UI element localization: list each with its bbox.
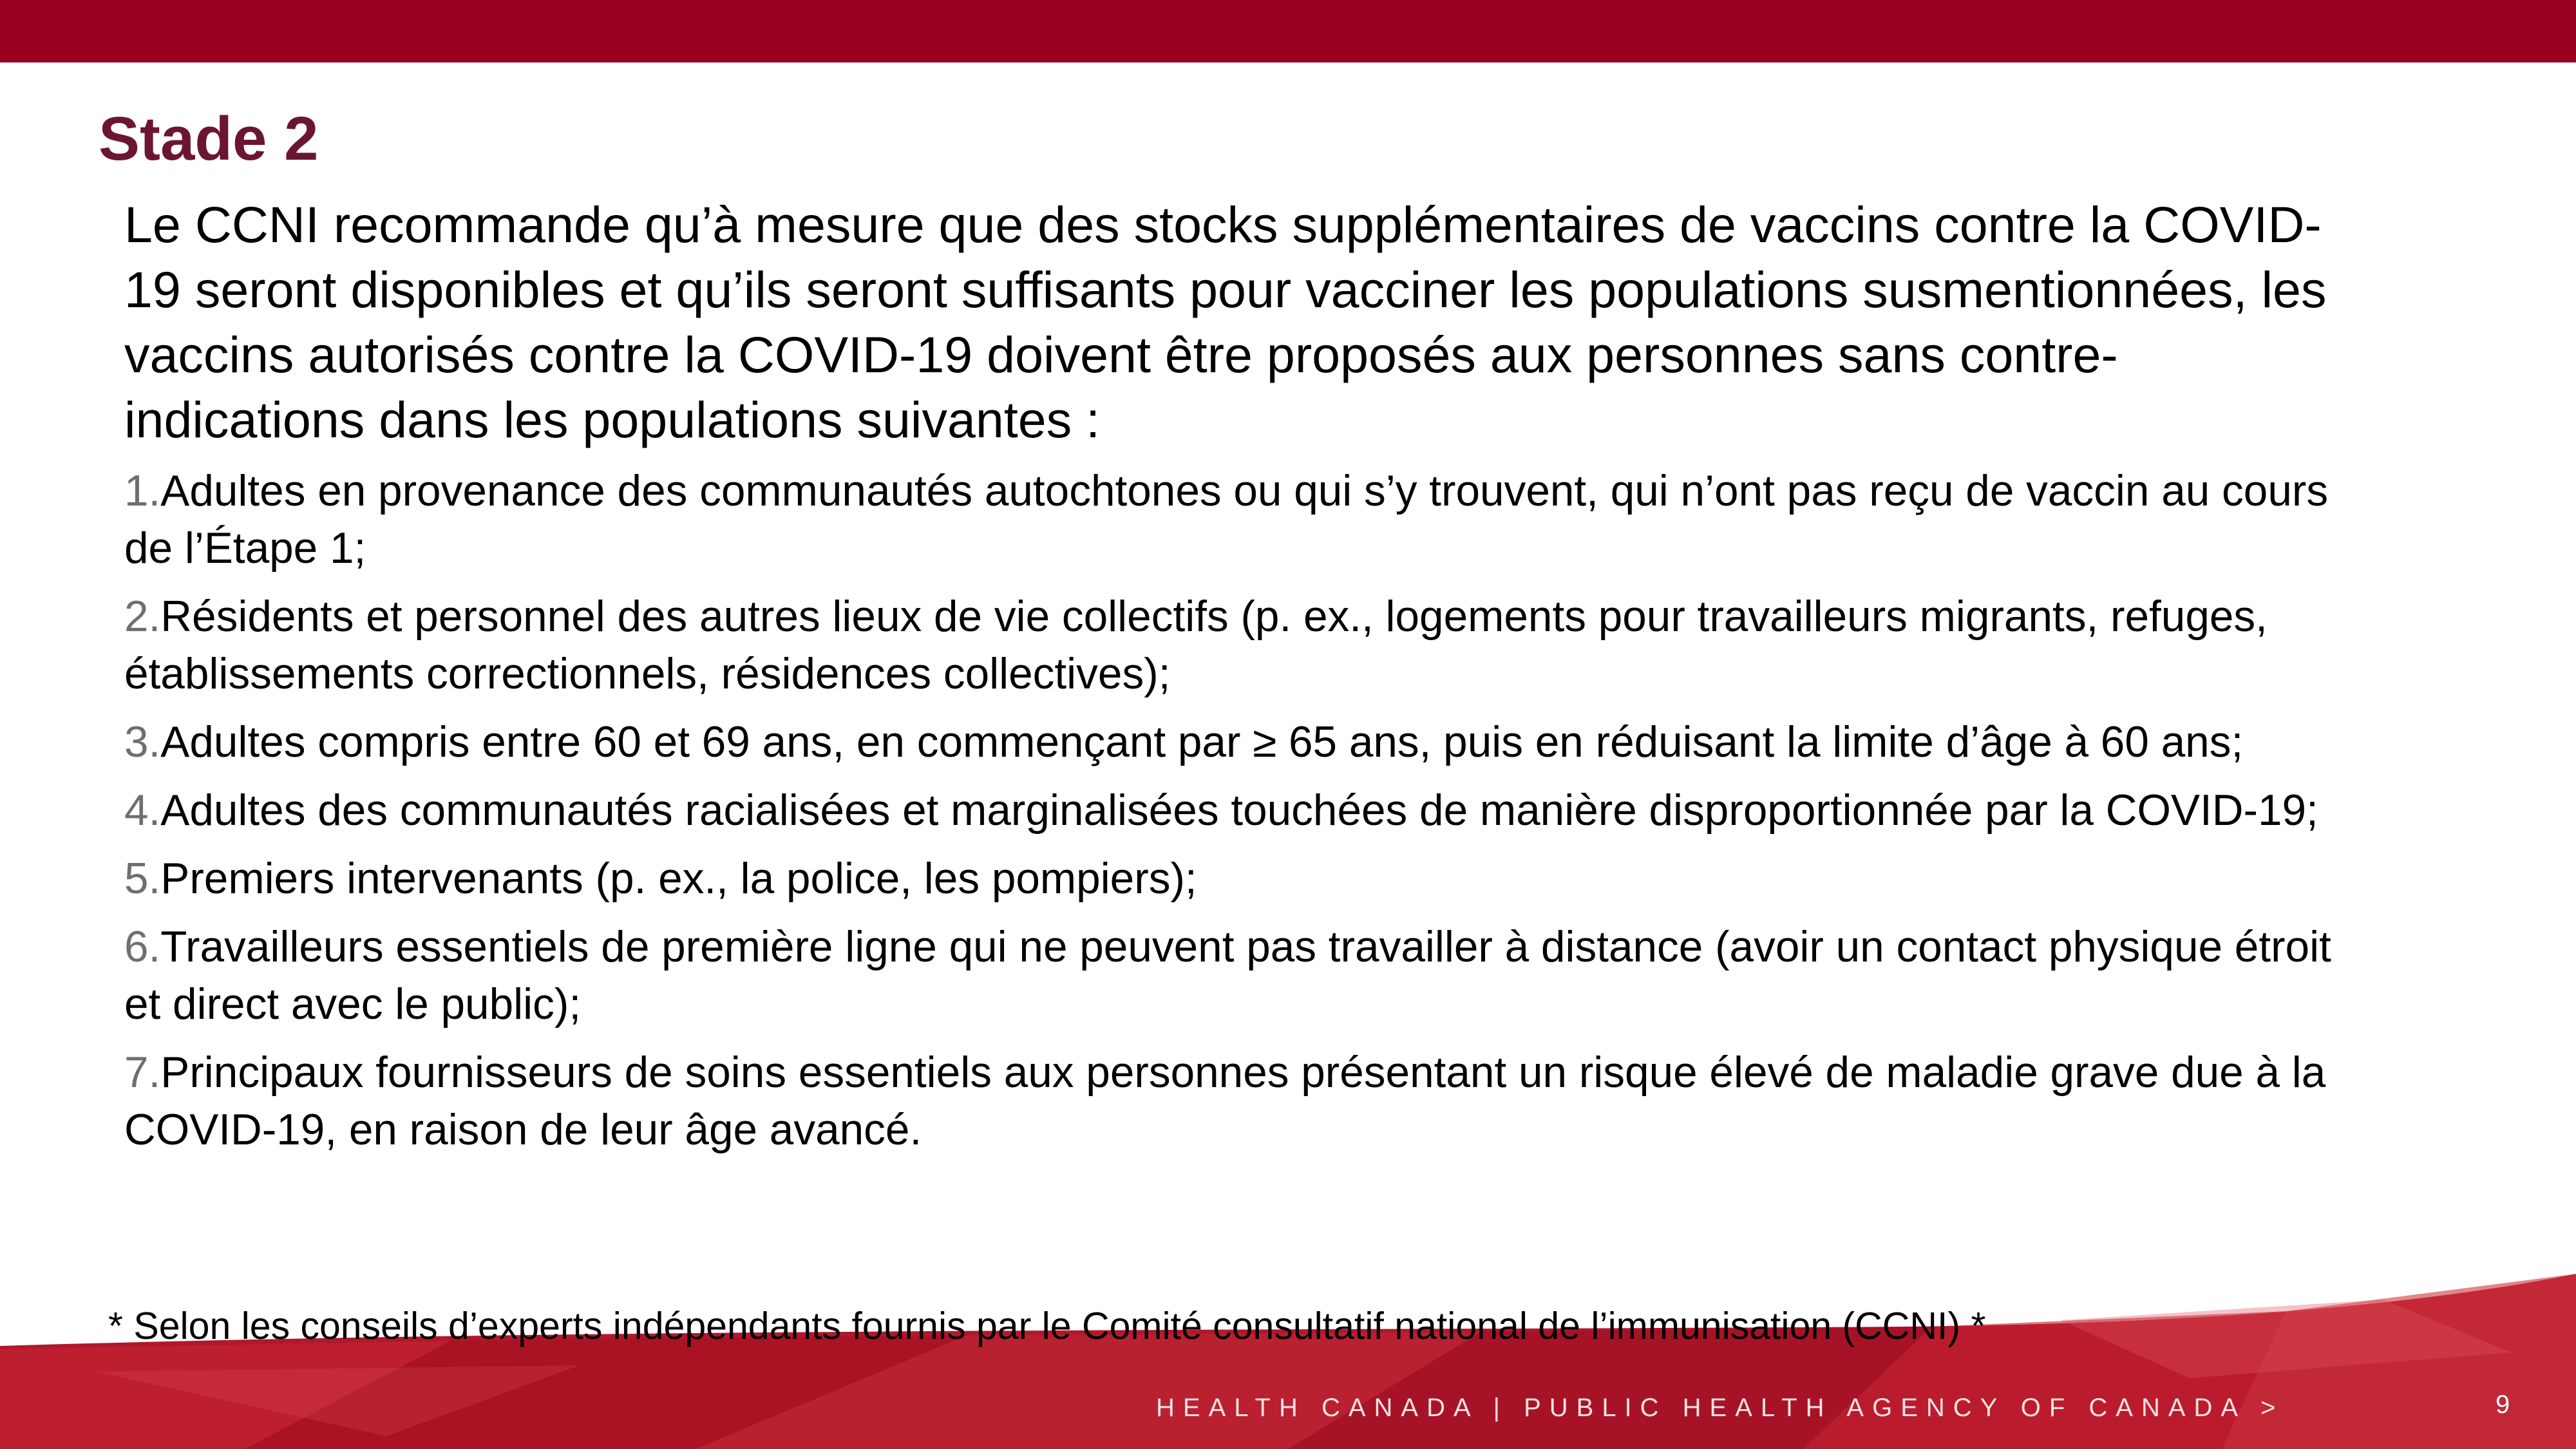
list-item-text: Adultes des communautés racialisées et marginalisées touchées de manière disproportionnée par la COVID-19; [160,786,2318,835]
page-number: 9 [2496,1390,2510,1419]
intro-paragraph: Le CCNI recommande qu’à mesure que des stocks supplémentaires de vaccins contre la COVID-19 seront disponibles et qu’ils seront suffisants pour vacciner les populations susmentionnées, les vaccins autorisés contre la COVID-19 doivent être proposés aux personnes sans contre-indications dans les populations suivantes : [124,196,2327,448]
list-item-text: Travailleurs essentiels de première ligne qui ne peuvent pas travailler à distance (avoir un contact physique étroit et direct avec le public); [124,923,2331,1028]
list-item [124,1044,2353,1159]
list-item-text: Premiers intervenants (p. ex., la police, les pompiers); [160,855,1197,903]
list-item-number: 4. [124,786,161,835]
footnote: * Selon les conseils d’experts indépendants fournis par le Comité consultatif national de l’immunisation (CCNI) * [108,1305,1986,1347]
list-item-text: Adultes en provenance des communautés autochtones ou qui s’y trouvent, qui n’ont pas reçu de vaccin au cours de l’Étape 1; [124,467,2329,573]
list-item-number: 2. [124,592,161,641]
list-item-number: 6. [124,923,161,971]
list-item-number: 5. [124,855,161,903]
list-item [124,850,2353,907]
list-item-text: Résidents et personnel des autres lieux de vie collectifs (p. ex., logements pour travailleurs migrants, refuges, établissements correctionnels, résidences collectives); [124,592,2268,698]
list-item-number: 3. [124,718,161,766]
list-item [124,714,2353,771]
list-item-number: 7. [124,1048,161,1097]
list-item [124,462,2353,577]
list-item [124,918,2353,1033]
list-item-text: Adultes compris entre 60 et 69 ans, en commençant par ≥ 65 ans, puis en réduisant la limite d’âge à 60 ans; [160,718,2244,766]
list-item-text: Principaux fournisseurs de soins essentiels aux personnes présentant un risque élevé de maladie grave due à la COVID-19, en raison de leur âge avancé. [124,1048,2326,1154]
list-item-number: 1. [124,467,161,515]
slide-title: Stade 2 [99,104,319,173]
list-item [124,588,2353,703]
list-item [124,782,2353,839]
top-banner [0,0,2576,62]
recommendation-list [124,462,2353,1170]
agency-footer: HEALTH CANADA | PUBLIC HEALTH AGENCY OF CANADA > [1156,1394,2284,1422]
